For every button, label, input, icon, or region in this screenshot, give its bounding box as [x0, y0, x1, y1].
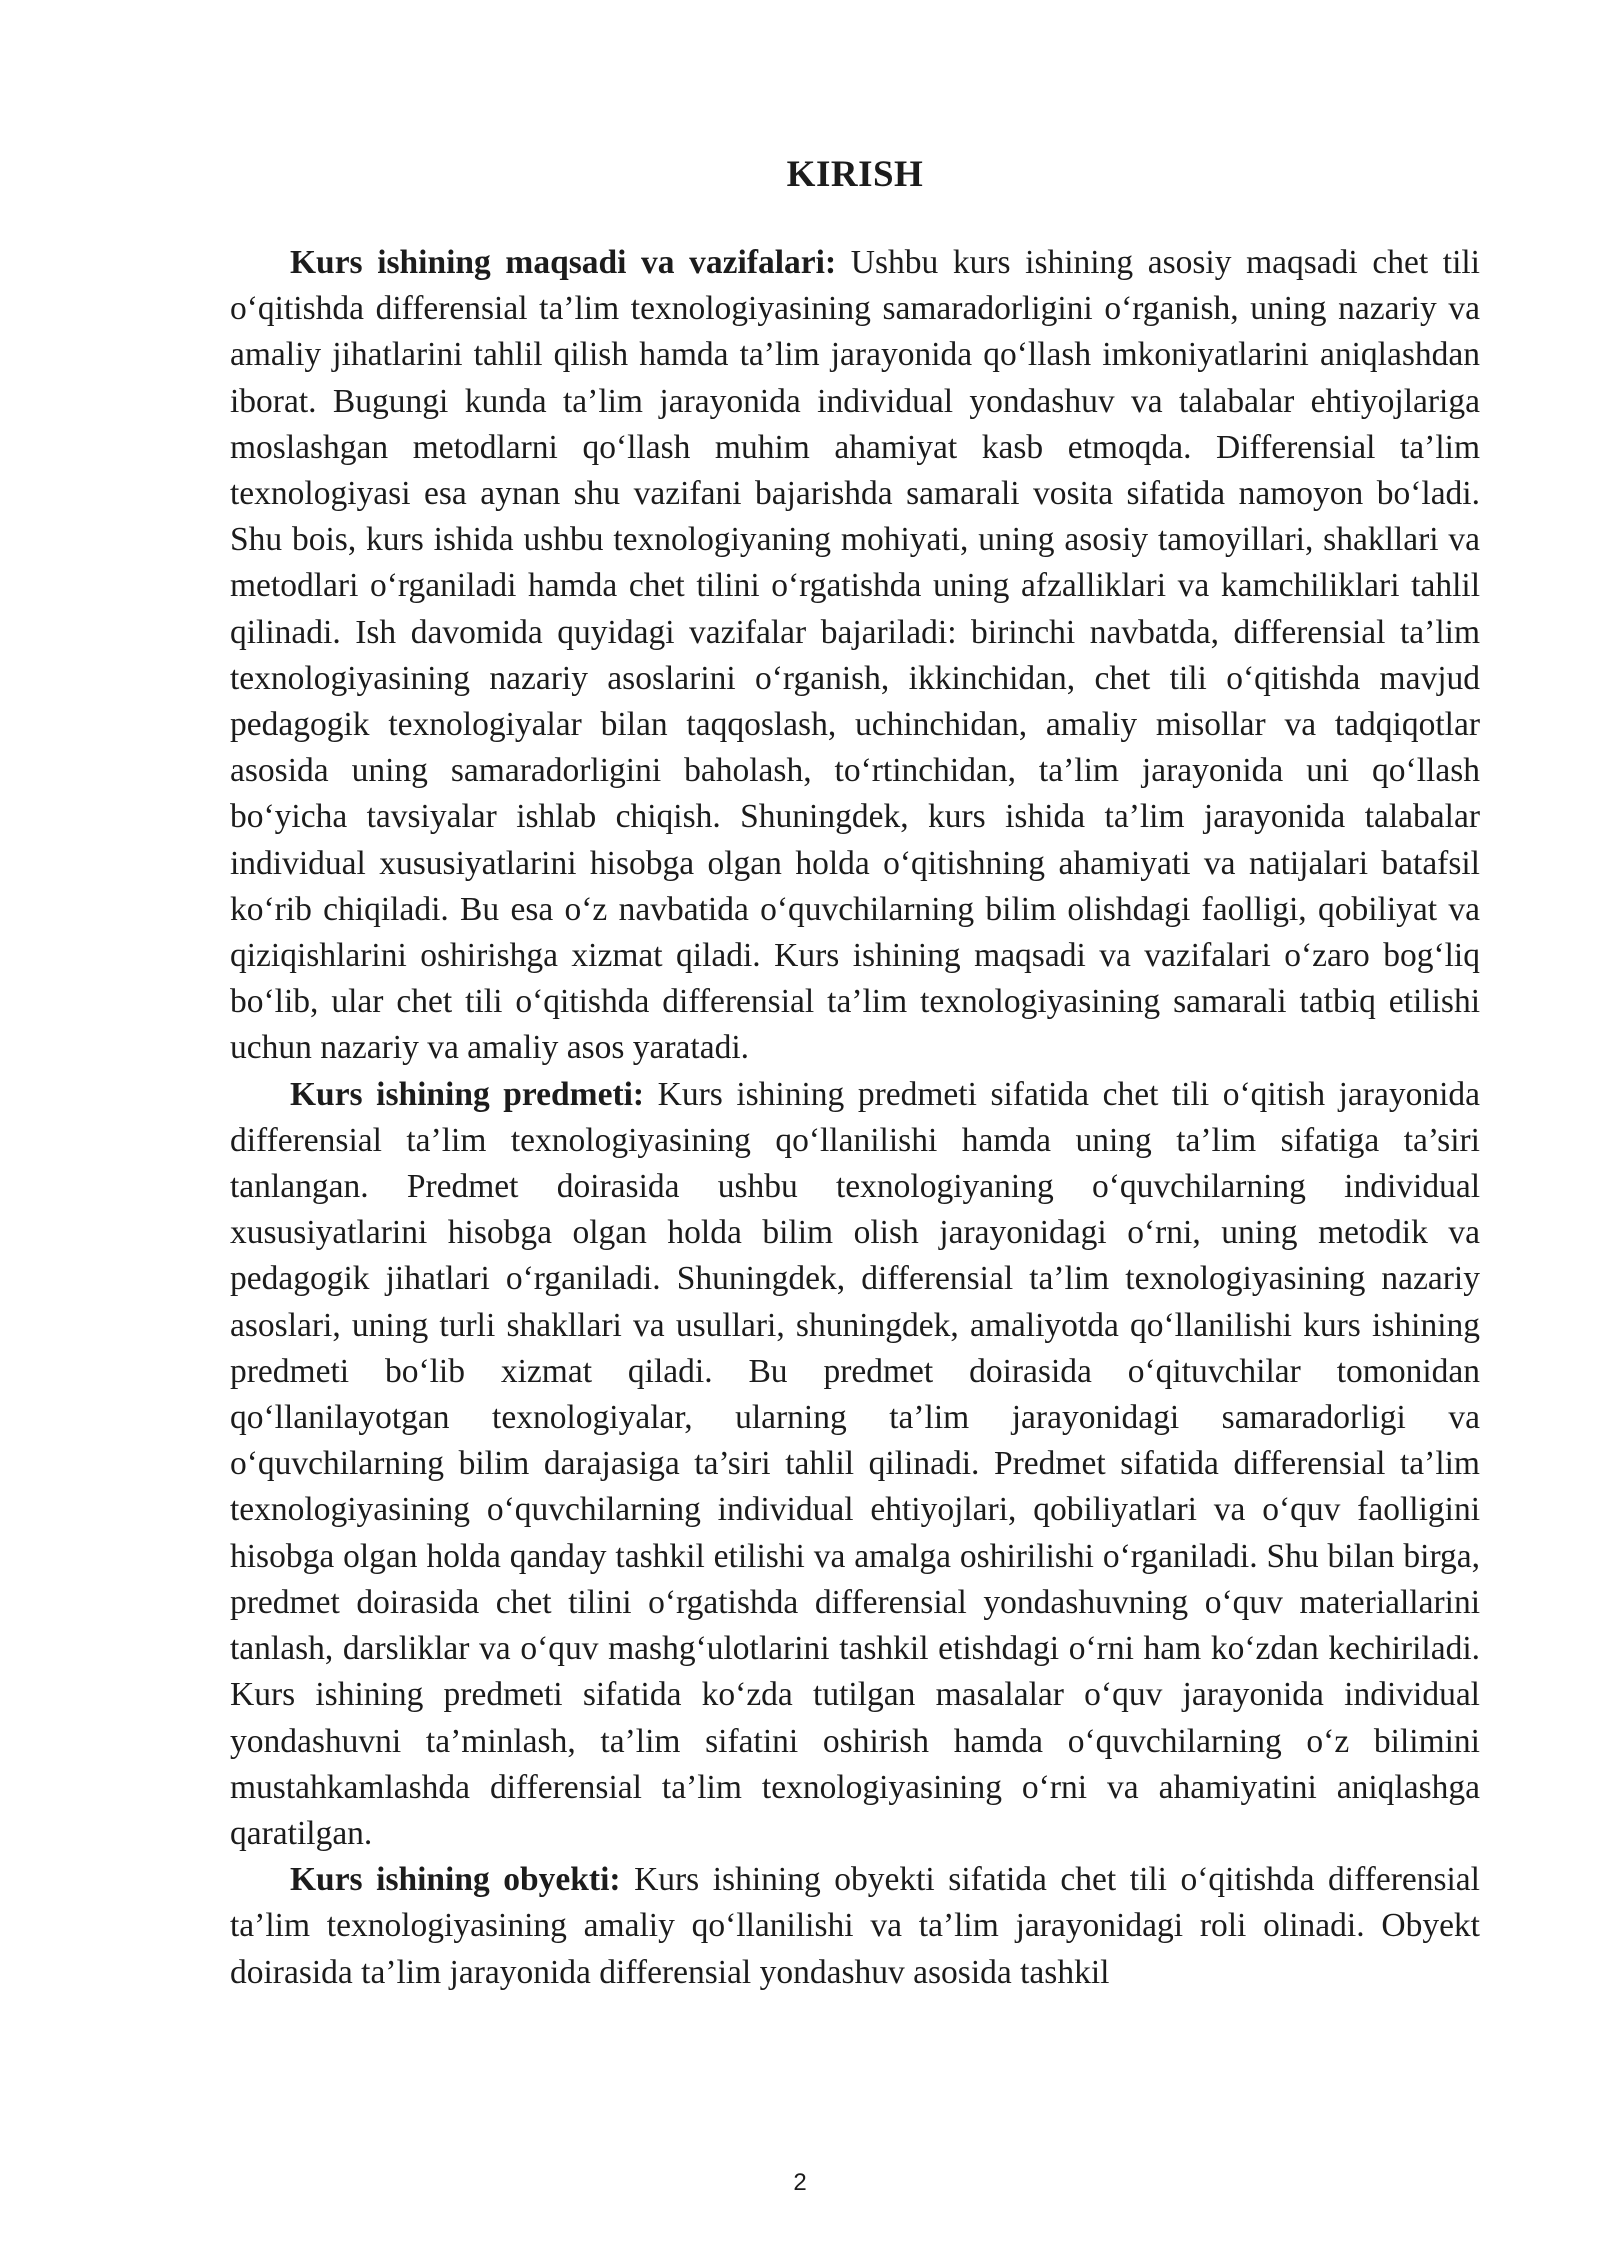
paragraph-body: Ushbu kurs ishining asosiy maqsadi chet tili o‘qitishda differensial ta’lim texnologiyasining samaradorligini o‘rganish, uning nazariy va amaliy jihatlarini tahlil qilish hamda ta’lim jarayonida qo‘llash imkoniyatlarini aniqlashdan iborat. Bugungi kunda ta’lim jarayonida individual yondashuv va talabalar ehtiyojlariga moslashgan metodlarni qo‘llash muhim ahamiyat kasb etmoqda. Differensial ta’lim texnologiyasi esa aynan shu vazifani bajarishda samarali vosita sifatida namoyon bo‘ladi. Shu bois, kurs ishida ushbu texnologiyaning mohiyati, uning asosiy tamoyillari, shakllari va metodlari o‘rganiladi hamda chet tilini o‘rgatishda uning afzalliklari va kamchiliklari tahlil qilinadi. Ish davomida quyidagi vazifalar bajariladi: birinchi navbatda, differensial ta’lim texnologiyasining nazariy asoslarini o‘rganish, ikkinchidan, chet tili o‘qitishda mavjud pedagogik texnologiyalar bilan taqqoslash, uchinchidan, amaliy misollar va tadqiqotlar asosida uning samaradorligini baholash, to‘rtinchidan, ta’lim jarayonida uni qo‘llash bo‘yicha tavsiyalar ishlab chiqish. Shuningdek, kurs ishida ta’lim jarayonida talabalar individual xususiyatlarini hisobga olgan holda o‘qitishning ahamiyati va natijalari batafsil ko‘rib chiqiladi. Bu esa o‘z navbatida o‘quvchilarning bilim olishdagi faolligi, qobiliyat va qiziqishlarini oshirishga xizmat qiladi. Kurs ishining maqsadi va vazifalari o‘zaro bog‘liq bo‘lib, ular chet tili o‘qitishda differensial ta’lim texnologiyasining samarali tatbiq etilishi uchun nazariy va amaliy asos yaratadi.: [230, 244, 1480, 1067]
document-page: [230, 150, 1480, 1996]
page-number: 2: [793, 2169, 807, 2196]
paragraph-body: Kurs ishining obyekti sifatida chet tili o‘qitishda differensial ta’lim texnologiyasining amaliy qo‘llanilishi va ta’lim jarayonidagi roli olinadi. Obyekt doirasida ta’lim jarayonida differensial yondashuv asosida tashkil: [230, 1861, 1480, 1991]
paragraph-lead: Kurs ishining predmeti:: [290, 1075, 645, 1113]
paragraph-lead: Kurs ishining obyekti:: [290, 1861, 621, 1899]
paragraph-predmet: [230, 1072, 1480, 1857]
paragraph-obyekt: [230, 1857, 1480, 1996]
paragraph-body: Kurs ishining predmeti sifatida chet tili o‘qitish jarayonida differensial ta’lim texnologiyasining qo‘llanilishi hamda uning ta’lim sifatiga ta’siri tanlangan. Predmet doirasida ushbu texnologiyaning o‘quvchilarning individual xususiyatlarini hisobga olgan holda bilim olish jarayonidagi o‘rni, uning metodik va pedagogik jihatlari o‘rganiladi. Shuningdek, differensial ta’lim texnologiyasining nazariy asoslari, uning turli shakllari va usullari, shuningdek, amaliyotda qo‘llanilishi kurs ishining predmeti bo‘lib xizmat qiladi. Bu predmet doirasida o‘qituvchilar tomonidan qo‘llanilayotgan texnologiyalar, ularning ta’lim jarayonidagi samaradorligi va o‘quvchilarning bilim darajasiga ta’siri tahlil qilinadi. Predmet sifatida differensial ta’lim texnologiyasining o‘quvchilarning individual ehtiyojlari, qobiliyatlari va o‘quv faolligini hisobga olgan holda qanday tashkil etilishi va amalga oshirilishi o‘rganiladi. Shu bilan birga, predmet doirasida chet tilini o‘rgatishda differensial yondashuvning o‘quv materiallarini tanlash, darsliklar va o‘quv mashg‘ulotlarini tashkil etishdagi o‘rni ham ko‘zdan kechiriladi. Kurs ishining predmeti sifatida ko‘zda tutilgan masalalar o‘quv jarayonida individual yondashuvni ta’minlash, ta’lim sifatini oshirish hamda o‘quvchilarning o‘z bilimini mustahkamlashda differensial ta’lim texnologiyasining o‘rni va ahamiyatini aniqlashga qaratilgan.: [230, 1075, 1480, 1852]
page-title: KIRISH: [786, 154, 924, 195]
paragraph-maqsad: [230, 240, 1480, 1072]
paragraph-lead: Kurs ishining maqsadi va vazifalari:: [290, 244, 837, 281]
